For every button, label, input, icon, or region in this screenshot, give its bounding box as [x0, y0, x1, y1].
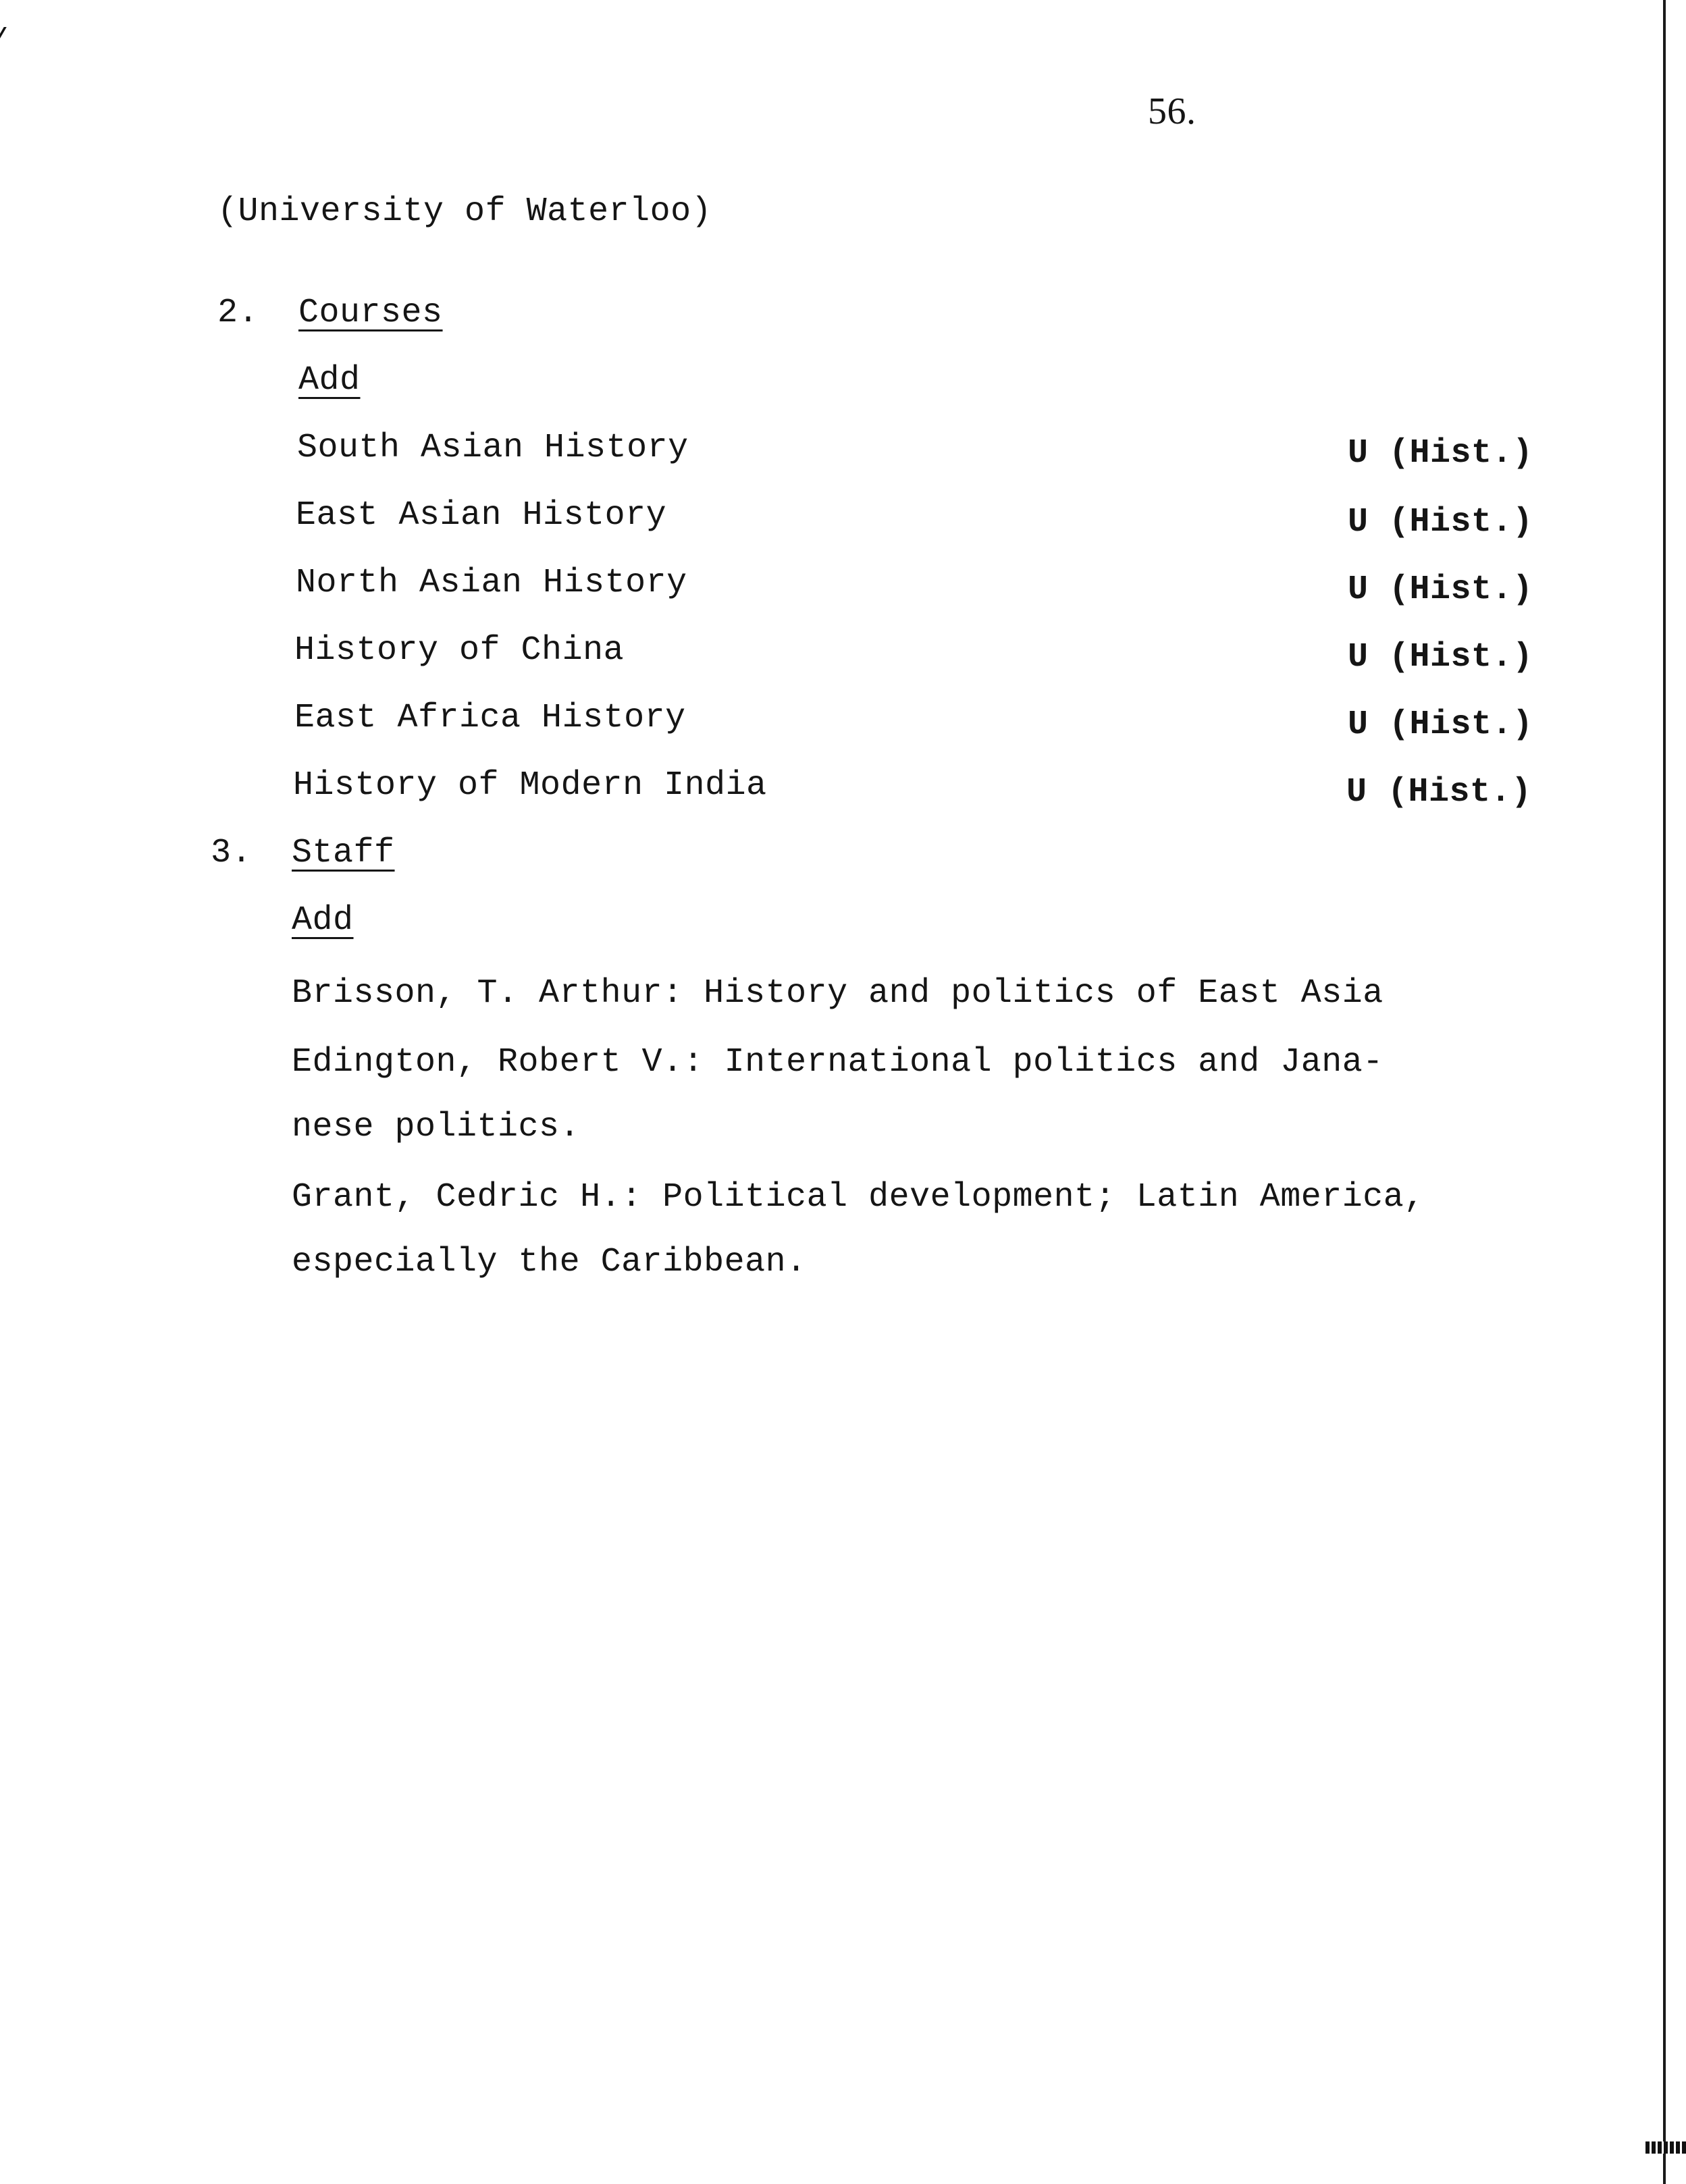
page-edge: [1663, 0, 1666, 2184]
staff-entry-line: nese politics.: [292, 1108, 581, 1146]
course-code: U (Hist.): [1348, 503, 1533, 541]
course-name: History of China: [294, 631, 625, 670]
course-name: History of Modern India: [293, 766, 767, 805]
course-code: U (Hist.): [1348, 705, 1533, 744]
corner-mark: [0, 27, 15, 41]
staff-entry-line: Grant, Cedric H.: Political development; Latin America,: [292, 1178, 1425, 1217]
course-code: U (Hist.): [1348, 434, 1533, 473]
courses-heading: Courses: [298, 294, 443, 332]
staff-entry-line: Brisson, T. Arthur: History and politics of East Asia: [292, 974, 1384, 1013]
course-code: U (Hist.): [1348, 638, 1533, 676]
courses-section-number: 2.: [217, 294, 259, 332]
course-name: North Asian History: [296, 564, 687, 602]
staff-entry-line: Edington, Robert V.: International politics and Jana-: [292, 1043, 1384, 1082]
course-name: East Asian History: [296, 496, 667, 535]
course-code: U (Hist.): [1348, 570, 1533, 609]
staff-section-number: 3.: [211, 834, 253, 872]
bottom-edge-mark: [1645, 2141, 1686, 2154]
courses-add-label: Add: [298, 361, 361, 400]
course-code: U (Hist.): [1346, 773, 1532, 811]
staff-entry-line: especially the Caribbean.: [292, 1243, 807, 1281]
staff-add-label: Add: [292, 901, 354, 940]
page-number: 56.: [1148, 90, 1196, 132]
course-name: South Asian History: [297, 429, 689, 467]
staff-heading: Staff: [292, 834, 395, 872]
institution-heading: (University of Waterloo): [217, 192, 712, 231]
course-name: East Africa History: [294, 699, 686, 737]
